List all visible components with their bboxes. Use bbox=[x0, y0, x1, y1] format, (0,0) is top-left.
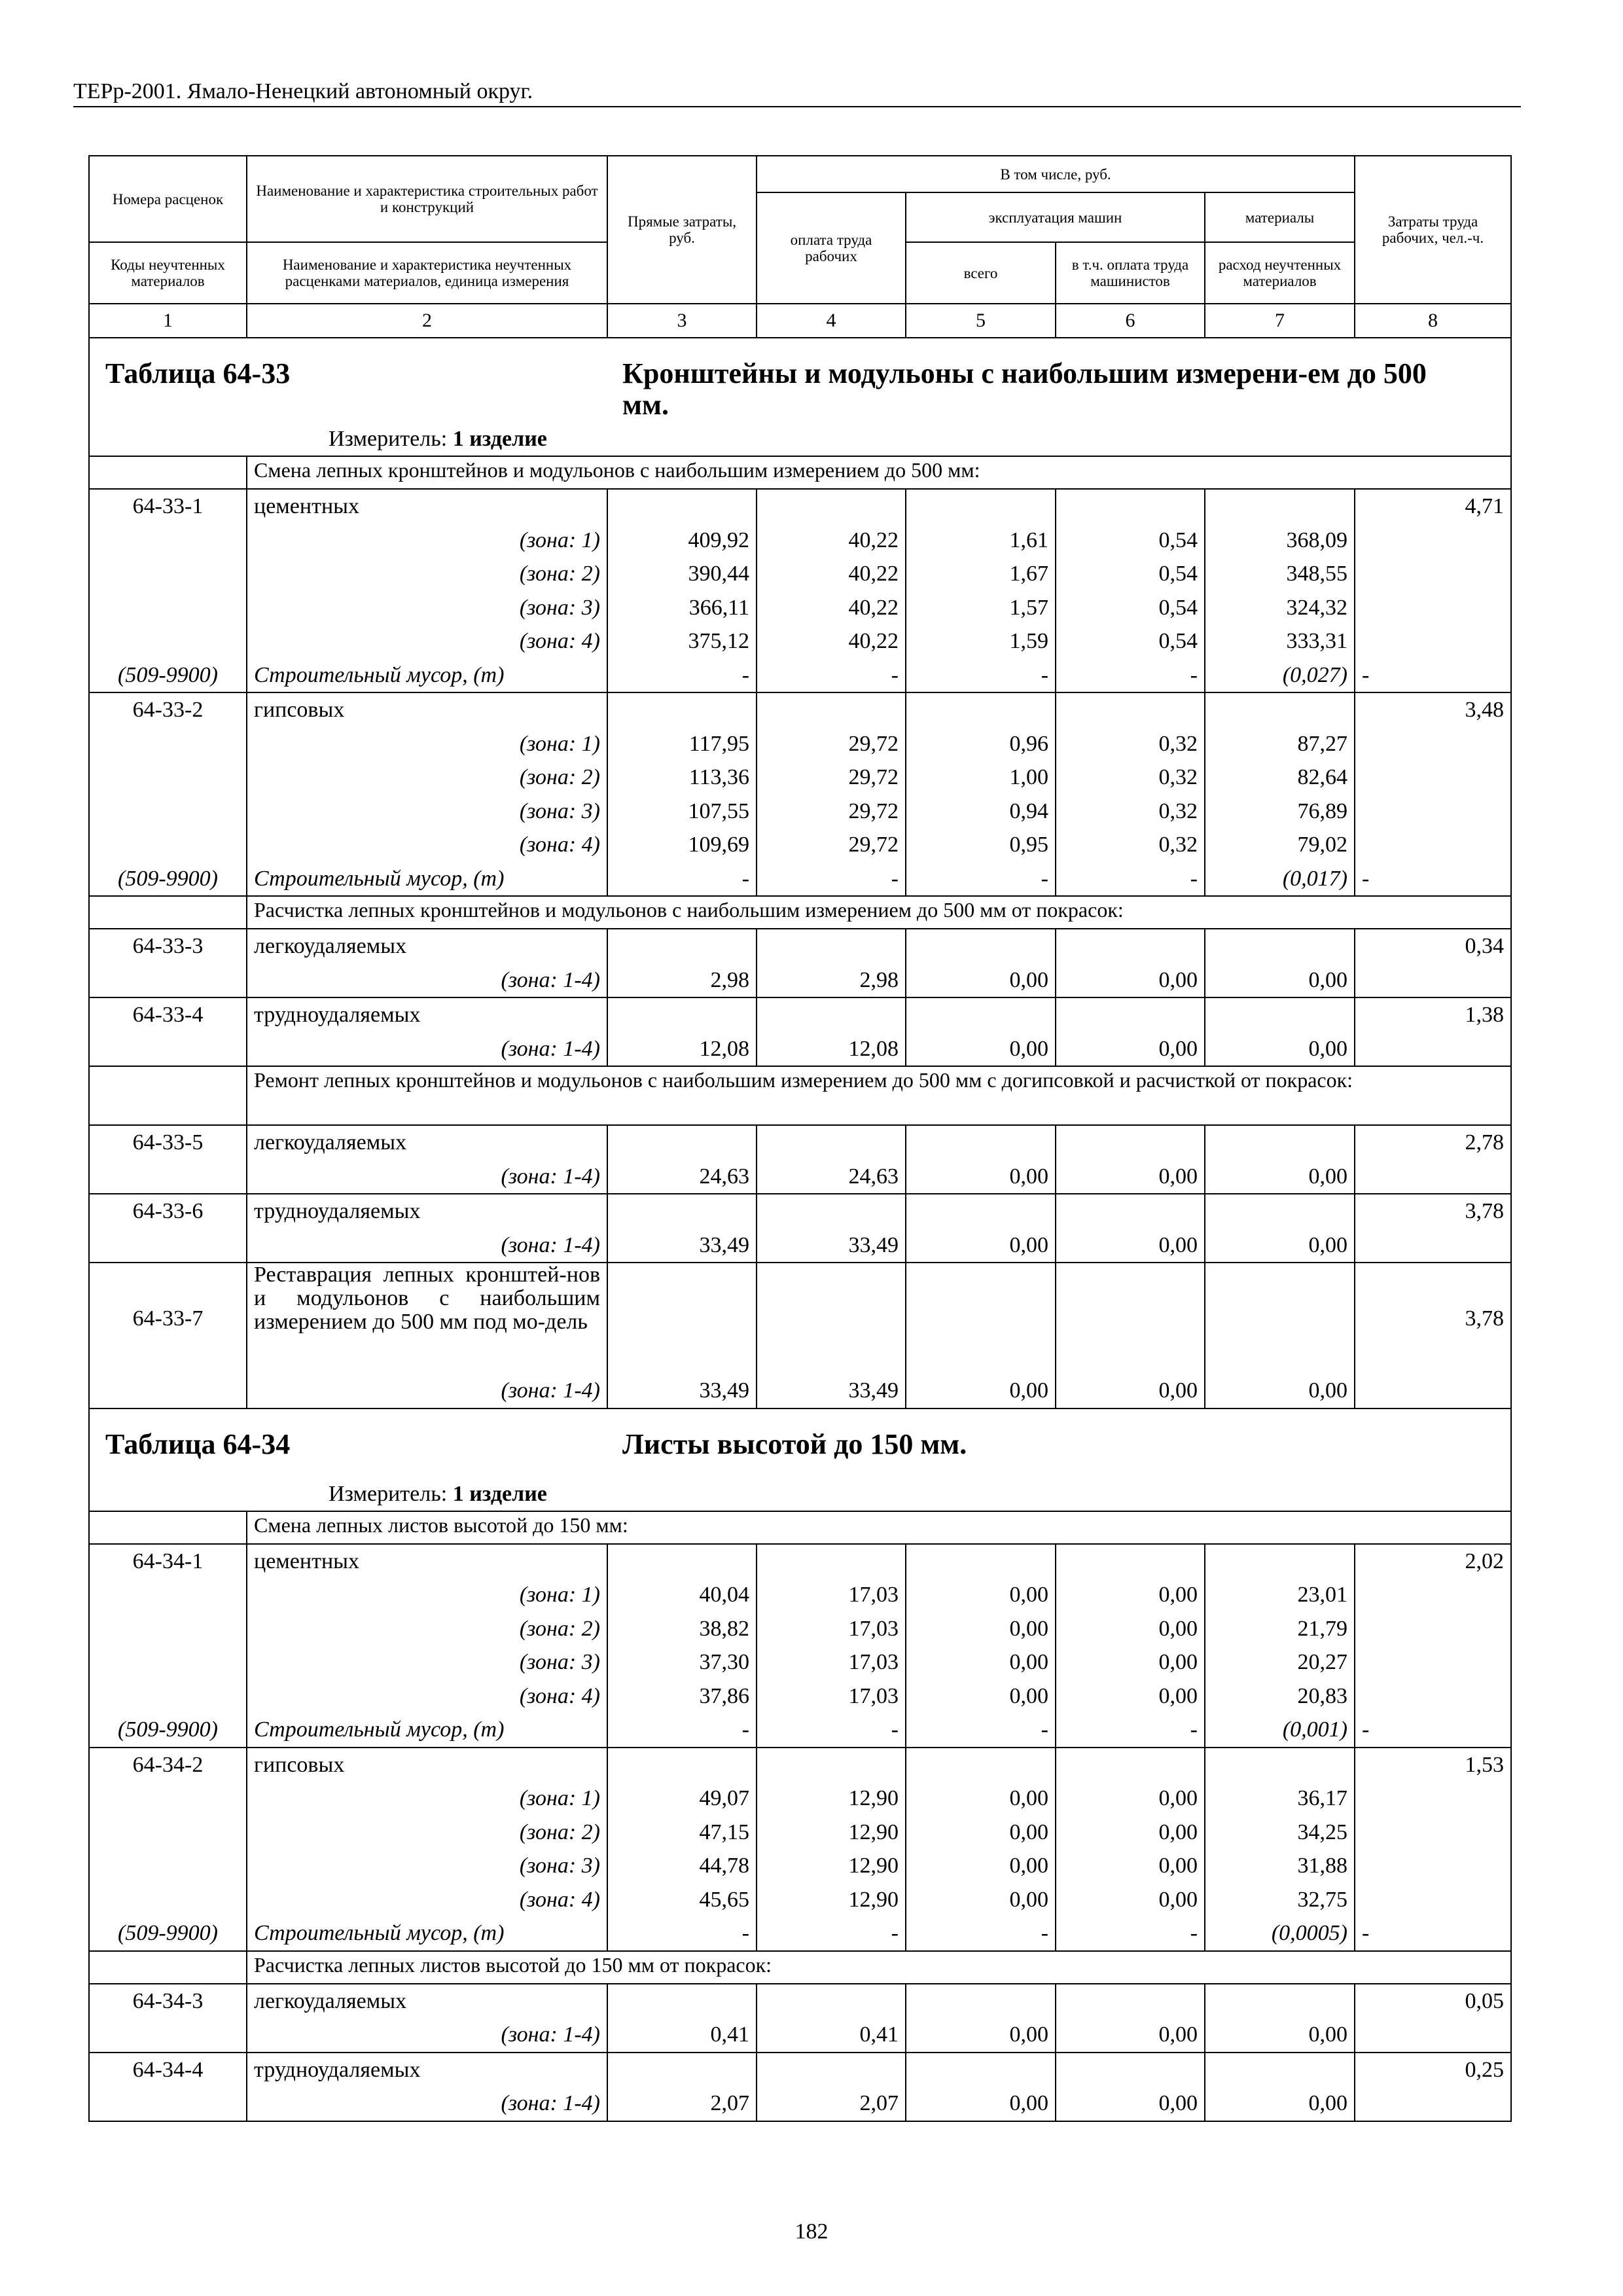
header-rule bbox=[73, 106, 1521, 107]
rate-code: 64-33-3 bbox=[89, 929, 247, 963]
worker-wage: 40,22 bbox=[757, 524, 906, 558]
table-64-34-title-row bbox=[89, 1408, 1511, 1478]
table-title: Кронштейны и модульоны с наибольшим измерени-ем до 500 мм. bbox=[622, 357, 1427, 421]
rate-code: 64-33-5 bbox=[89, 1125, 247, 1160]
column-number: 1 bbox=[89, 304, 247, 338]
work-name: цементных bbox=[247, 1544, 607, 1579]
zone-row bbox=[89, 1883, 1511, 1917]
machines-total: 1,57 bbox=[906, 591, 1056, 625]
machines-total: 0,00 bbox=[906, 1816, 1056, 1850]
table-row bbox=[89, 1544, 1511, 1579]
worker-wage: 40,22 bbox=[757, 624, 906, 658]
machinist-wage: 0,00 bbox=[1056, 1374, 1205, 1408]
measure-value: 1 изделие bbox=[452, 427, 547, 451]
materials-cost: 0,00 bbox=[1205, 2087, 1355, 2121]
column-numbers-row bbox=[89, 304, 1511, 338]
worker-wage: 33,49 bbox=[757, 1229, 906, 1263]
zone-label: (зона: 2) bbox=[247, 1612, 607, 1646]
rate-code: 64-33-2 bbox=[89, 692, 247, 727]
col-header-materials-group: материалы bbox=[1205, 192, 1355, 242]
machinist-wage: 0,54 bbox=[1056, 557, 1205, 591]
direct-cost: 33,49 bbox=[607, 1374, 757, 1408]
zone-label: (зона: 4) bbox=[247, 1883, 607, 1917]
worker-wage: 40,22 bbox=[757, 591, 906, 625]
zone-label: (зона: 2) bbox=[247, 557, 607, 591]
section-row bbox=[89, 1511, 1511, 1544]
machines-total: 0,00 bbox=[906, 2087, 1056, 2121]
column-number: 4 bbox=[757, 304, 906, 338]
rate-code: 64-34-3 bbox=[89, 1984, 247, 2018]
machines-total: 0,00 bbox=[906, 1645, 1056, 1679]
zone-label: (зона: 3) bbox=[247, 1645, 607, 1679]
machinist-wage: 0,54 bbox=[1056, 624, 1205, 658]
zone-label: (зона: 1-4) bbox=[247, 1374, 607, 1408]
empty-value: - bbox=[757, 862, 906, 897]
rates-table bbox=[88, 155, 1512, 2122]
zone-row bbox=[89, 2087, 1511, 2121]
rate-code: 64-34-4 bbox=[89, 2053, 247, 2087]
measure-label: Измеритель: bbox=[329, 427, 453, 451]
direct-cost: 117,95 bbox=[607, 727, 757, 761]
zone-row bbox=[89, 524, 1511, 558]
measure-value: 1 изделие bbox=[452, 1481, 547, 1506]
worker-wage: 12,08 bbox=[757, 1032, 906, 1067]
section-title: Расчистка лепных листов высотой до 150 мм от покрасок: bbox=[247, 1951, 1511, 1984]
materials-cost: 0,00 bbox=[1205, 1032, 1355, 1067]
materials-cost: 0,00 bbox=[1205, 2018, 1355, 2053]
zone-row bbox=[89, 557, 1511, 591]
zone-label: (зона: 1) bbox=[247, 1782, 607, 1816]
labor-cost: 4,71 bbox=[1355, 489, 1511, 524]
worker-wage: 12,90 bbox=[757, 1849, 906, 1883]
labor-cost: 2,78 bbox=[1355, 1125, 1511, 1160]
worker-wage: 12,90 bbox=[757, 1883, 906, 1917]
materials-cost: 348,55 bbox=[1205, 557, 1355, 591]
worker-wage: 29,72 bbox=[757, 828, 906, 862]
column-number: 7 bbox=[1205, 304, 1355, 338]
machinist-wage: 0,00 bbox=[1056, 1782, 1205, 1816]
machinist-wage: 0,00 bbox=[1056, 1849, 1205, 1883]
materials-cost: 333,31 bbox=[1205, 624, 1355, 658]
zone-label: (зона: 3) bbox=[247, 591, 607, 625]
col-header-machines-total: всего bbox=[906, 242, 1056, 304]
empty-value: - bbox=[607, 658, 757, 693]
material-name: Строительный мусор, (т) bbox=[247, 1916, 607, 1951]
empty-value: - bbox=[906, 1916, 1056, 1951]
section-title: Смена лепных кронштейнов и модульонов с наибольшим измерением до 500 мм: bbox=[247, 456, 1511, 489]
rate-code: 64-33-1 bbox=[89, 489, 247, 524]
direct-cost: 24,63 bbox=[607, 1160, 757, 1194]
machines-total: 0,00 bbox=[906, 1612, 1056, 1646]
machines-total: 0,00 bbox=[906, 1578, 1056, 1612]
page-number: 182 bbox=[794, 2219, 829, 2244]
materials-cost: 36,17 bbox=[1205, 1782, 1355, 1816]
zone-row bbox=[89, 963, 1511, 998]
machines-total: 0,00 bbox=[906, 1782, 1056, 1816]
table-row bbox=[89, 489, 1511, 524]
rate-code: 64-33-6 bbox=[89, 1194, 247, 1229]
worker-wage: 24,63 bbox=[757, 1160, 906, 1194]
empty-value: - bbox=[607, 1713, 757, 1748]
worker-wage: 0,41 bbox=[757, 2018, 906, 2053]
empty-value: - bbox=[906, 658, 1056, 693]
col-header-worker-wages: оплата труда рабочих bbox=[757, 192, 906, 304]
materials-cost: 0,00 bbox=[1205, 1374, 1355, 1408]
worker-wage: 29,72 bbox=[757, 761, 906, 795]
machinist-wage: 0,32 bbox=[1056, 828, 1205, 862]
zone-row bbox=[89, 1612, 1511, 1646]
direct-cost: 2,98 bbox=[607, 963, 757, 998]
zone-row bbox=[89, 795, 1511, 829]
materials-cost: 32,75 bbox=[1205, 1883, 1355, 1917]
work-name: Реставрация лепных кронштей-нов и модульонов с наибольшим измерением до 500 мм под мо-дель bbox=[247, 1263, 607, 1374]
machines-total: 0,94 bbox=[906, 795, 1056, 829]
worker-wage: 29,72 bbox=[757, 727, 906, 761]
rate-code: 64-34-1 bbox=[89, 1544, 247, 1579]
direct-cost: 38,82 bbox=[607, 1612, 757, 1646]
machinist-wage: 0,32 bbox=[1056, 727, 1205, 761]
machinist-wage: 0,00 bbox=[1056, 1032, 1205, 1067]
material-code: (509-9900) bbox=[89, 1916, 247, 1951]
section-row bbox=[89, 456, 1511, 489]
table-row bbox=[89, 1263, 1511, 1374]
worker-wage: 17,03 bbox=[757, 1578, 906, 1612]
section-title: Ремонт лепных кронштейнов и модульонов с наибольшим измерением до 500 мм с догипсовкой и расчисткой от покрасок: bbox=[247, 1066, 1511, 1125]
material-row bbox=[89, 862, 1511, 897]
materials-cost: 0,00 bbox=[1205, 963, 1355, 998]
worker-wage: 17,03 bbox=[757, 1645, 906, 1679]
material-code: (509-9900) bbox=[89, 658, 247, 693]
empty-value: - bbox=[757, 658, 906, 693]
col-header-labor-costs: Затраты труда рабочих, чел.-ч. bbox=[1355, 156, 1511, 304]
machinist-wage: 0,00 bbox=[1056, 2018, 1205, 2053]
zone-row bbox=[89, 2018, 1511, 2053]
material-quantity: (0,017) bbox=[1205, 862, 1355, 897]
worker-wage: 33,49 bbox=[757, 1374, 906, 1408]
worker-wage: 2,07 bbox=[757, 2087, 906, 2121]
zone-label: (зона: 4) bbox=[247, 828, 607, 862]
materials-cost: 0,00 bbox=[1205, 1160, 1355, 1194]
machinist-wage: 0,00 bbox=[1056, 1645, 1205, 1679]
work-name: легкоудаляемых bbox=[247, 1984, 607, 2018]
machines-total: 0,00 bbox=[906, 1849, 1056, 1883]
table-row bbox=[89, 1125, 1511, 1160]
column-number: 8 bbox=[1355, 304, 1511, 338]
materials-cost: 20,83 bbox=[1205, 1679, 1355, 1713]
table-label: Таблица 64-34 bbox=[105, 1427, 291, 1460]
material-name: Строительный мусор, (т) bbox=[247, 658, 607, 693]
section-title: Смена лепных листов высотой до 150 мм: bbox=[247, 1511, 1511, 1544]
worker-wage: 2,98 bbox=[757, 963, 906, 998]
empty-value: - bbox=[906, 862, 1056, 897]
section-row bbox=[89, 1066, 1511, 1125]
empty-value: - bbox=[1056, 862, 1205, 897]
table-row bbox=[89, 1194, 1511, 1229]
table-row bbox=[89, 2053, 1511, 2087]
machines-total: 1,67 bbox=[906, 557, 1056, 591]
direct-cost: 366,11 bbox=[607, 591, 757, 625]
zone-row bbox=[89, 624, 1511, 658]
zone-row bbox=[89, 1578, 1511, 1612]
empty-value: - bbox=[1056, 1713, 1205, 1748]
column-number: 2 bbox=[247, 304, 607, 338]
materials-cost: 34,25 bbox=[1205, 1816, 1355, 1850]
materials-cost: 23,01 bbox=[1205, 1578, 1355, 1612]
direct-cost: 409,92 bbox=[607, 524, 757, 558]
worker-wage: 17,03 bbox=[757, 1679, 906, 1713]
machinist-wage: 0,00 bbox=[1056, 1883, 1205, 1917]
table-row bbox=[89, 997, 1511, 1032]
machines-total: 0,00 bbox=[906, 1374, 1056, 1408]
table-label: Таблица 64-33 bbox=[105, 357, 291, 389]
materials-cost: 82,64 bbox=[1205, 761, 1355, 795]
materials-cost: 79,02 bbox=[1205, 828, 1355, 862]
column-number: 6 bbox=[1056, 304, 1205, 338]
column-number: 5 bbox=[906, 304, 1056, 338]
work-name: легкоудаляемых bbox=[247, 929, 607, 963]
material-quantity: (0,027) bbox=[1205, 658, 1355, 693]
machinist-wage: 0,32 bbox=[1056, 761, 1205, 795]
materials-cost: 31,88 bbox=[1205, 1849, 1355, 1883]
zone-label: (зона: 3) bbox=[247, 1849, 607, 1883]
zone-row bbox=[89, 1849, 1511, 1883]
zone-label: (зона: 1-4) bbox=[247, 1229, 607, 1263]
direct-cost: 390,44 bbox=[607, 557, 757, 591]
labor-cost: 1,53 bbox=[1355, 1748, 1511, 1782]
labor-cost: 3,78 bbox=[1355, 1194, 1511, 1229]
machinist-wage: 0,00 bbox=[1056, 1578, 1205, 1612]
col-header-direct-costs: Прямые затраты, руб. bbox=[607, 156, 757, 304]
materials-cost: 76,89 bbox=[1205, 795, 1355, 829]
labor-cost: 0,25 bbox=[1355, 2053, 1511, 2087]
rate-code: 64-34-2 bbox=[89, 1748, 247, 1782]
col-header-rate-number: Номера расценок bbox=[89, 156, 247, 242]
zone-row bbox=[89, 591, 1511, 625]
work-name: гипсовых bbox=[247, 1748, 607, 1782]
table-row bbox=[89, 692, 1511, 727]
direct-cost: 375,12 bbox=[607, 624, 757, 658]
direct-cost: 33,49 bbox=[607, 1229, 757, 1263]
material-name: Строительный мусор, (т) bbox=[247, 1713, 607, 1748]
rate-code: 64-33-4 bbox=[89, 997, 247, 1032]
empty-value: - bbox=[757, 1916, 906, 1951]
zone-label: (зона: 1-4) bbox=[247, 2018, 607, 2053]
worker-wage: 29,72 bbox=[757, 795, 906, 829]
machinist-wage: 0,00 bbox=[1056, 1816, 1205, 1850]
zone-label: (зона: 1) bbox=[247, 1578, 607, 1612]
materials-cost: 87,27 bbox=[1205, 727, 1355, 761]
machinist-wage: 0,00 bbox=[1056, 1160, 1205, 1194]
direct-cost: 107,55 bbox=[607, 795, 757, 829]
material-row bbox=[89, 1916, 1511, 1951]
measure-label: Измеритель: bbox=[329, 1481, 453, 1506]
table-64-33-measure-row bbox=[89, 423, 1511, 456]
direct-cost: 44,78 bbox=[607, 1849, 757, 1883]
labor-cost: 0,34 bbox=[1355, 929, 1511, 963]
zone-label: (зона: 1-4) bbox=[247, 1160, 607, 1194]
zone-row bbox=[89, 1679, 1511, 1713]
direct-cost: 40,04 bbox=[607, 1578, 757, 1612]
material-quantity: (0,0005) bbox=[1205, 1916, 1355, 1951]
labor-cost: 3,78 bbox=[1355, 1263, 1511, 1374]
work-name: гипсовых bbox=[247, 692, 607, 727]
table-64-34-measure-row bbox=[89, 1478, 1511, 1511]
worker-wage: 40,22 bbox=[757, 557, 906, 591]
material-code: (509-9900) bbox=[89, 1713, 247, 1748]
zone-label: (зона: 1-4) bbox=[247, 2087, 607, 2121]
col-header-machines-group: эксплуатация машин bbox=[906, 192, 1205, 242]
zone-row bbox=[89, 1374, 1511, 1408]
machinist-wage: 0,32 bbox=[1056, 795, 1205, 829]
direct-cost: 109,69 bbox=[607, 828, 757, 862]
zone-row bbox=[89, 1032, 1511, 1067]
machinist-wage: 0,00 bbox=[1056, 2087, 1205, 2121]
labor-cost: 0,05 bbox=[1355, 1984, 1511, 2018]
empty-value: - bbox=[1355, 1916, 1511, 1951]
material-row bbox=[89, 1713, 1511, 1748]
empty-value: - bbox=[906, 1713, 1056, 1748]
machines-total: 0,00 bbox=[906, 1229, 1056, 1263]
material-name: Строительный мусор, (т) bbox=[247, 862, 607, 897]
direct-cost: 37,30 bbox=[607, 1645, 757, 1679]
col-header-including-group: В том числе, руб. bbox=[757, 156, 1355, 192]
direct-cost: 45,65 bbox=[607, 1883, 757, 1917]
zone-row bbox=[89, 727, 1511, 761]
zone-label: (зона: 4) bbox=[247, 1679, 607, 1713]
empty-value: - bbox=[1355, 658, 1511, 693]
zone-row bbox=[89, 1160, 1511, 1194]
zone-label: (зона: 2) bbox=[247, 1816, 607, 1850]
section-row bbox=[89, 1951, 1511, 1984]
work-name: трудноудаляемых bbox=[247, 2053, 607, 2087]
labor-cost: 1,38 bbox=[1355, 997, 1511, 1032]
direct-cost: 113,36 bbox=[607, 761, 757, 795]
direct-cost: 0,41 bbox=[607, 2018, 757, 2053]
direct-cost: 37,86 bbox=[607, 1679, 757, 1713]
machines-total: 0,95 bbox=[906, 828, 1056, 862]
machines-total: 0,96 bbox=[906, 727, 1056, 761]
materials-cost: 21,79 bbox=[1205, 1612, 1355, 1646]
col-header-material-codes: Коды неучтенных материалов bbox=[89, 242, 247, 304]
machinist-wage: 0,54 bbox=[1056, 524, 1205, 558]
table-row bbox=[89, 929, 1511, 963]
machines-total: 0,00 bbox=[906, 1160, 1056, 1194]
materials-cost: 0,00 bbox=[1205, 1229, 1355, 1263]
work-name: легкоудаляемых bbox=[247, 1125, 607, 1160]
table-64-33-title-row bbox=[89, 338, 1511, 423]
material-row bbox=[89, 658, 1511, 693]
materials-cost: 368,09 bbox=[1205, 524, 1355, 558]
materials-cost: 20,27 bbox=[1205, 1645, 1355, 1679]
zone-row bbox=[89, 1816, 1511, 1850]
direct-cost: 12,08 bbox=[607, 1032, 757, 1067]
worker-wage: 12,90 bbox=[757, 1782, 906, 1816]
zone-label: (зона: 4) bbox=[247, 624, 607, 658]
section-title: Расчистка лепных кронштейнов и модульонов с наибольшим измерением до 500 мм от покрасок: bbox=[247, 896, 1511, 929]
material-quantity: (0,001) bbox=[1205, 1713, 1355, 1748]
labor-cost: 2,02 bbox=[1355, 1544, 1511, 1579]
zone-row bbox=[89, 1782, 1511, 1816]
machines-total: 0,00 bbox=[906, 1679, 1056, 1713]
zone-row bbox=[89, 761, 1511, 795]
work-name: цементных bbox=[247, 489, 607, 524]
direct-cost: 47,15 bbox=[607, 1816, 757, 1850]
machines-total: 1,61 bbox=[906, 524, 1056, 558]
work-name: трудноудаляемых bbox=[247, 1194, 607, 1229]
rate-code: 64-33-7 bbox=[89, 1263, 247, 1374]
machinist-wage: 0,54 bbox=[1056, 591, 1205, 625]
empty-value: - bbox=[1355, 862, 1511, 897]
zone-row bbox=[89, 1645, 1511, 1679]
table-row bbox=[89, 1984, 1511, 2018]
direct-cost: 2,07 bbox=[607, 2087, 757, 2121]
col-header-unaccounted-materials: расход неучтенных материалов bbox=[1205, 242, 1355, 304]
document-header: ТЕРр-2001. Ямало-Ненецкий автономный округ. bbox=[73, 79, 533, 103]
section-row bbox=[89, 896, 1511, 929]
zone-label: (зона: 1-4) bbox=[247, 1032, 607, 1067]
empty-value: - bbox=[757, 1713, 906, 1748]
col-header-machinist-wages: в т.ч. оплата труда машинистов bbox=[1056, 242, 1205, 304]
col-header-work-name: Наименование и характеристика строительных работ и конструкций bbox=[247, 156, 607, 242]
empty-value: - bbox=[1056, 1916, 1205, 1951]
empty-value: - bbox=[1056, 658, 1205, 693]
labor-cost: 3,48 bbox=[1355, 692, 1511, 727]
col-header-material-names: Наименование и характеристика неучтенных расценками материалов, единица измерения bbox=[247, 242, 607, 304]
zone-label: (зона: 1) bbox=[247, 727, 607, 761]
zone-label: (зона: 2) bbox=[247, 761, 607, 795]
empty-value: - bbox=[1355, 1713, 1511, 1748]
materials-cost: 324,32 bbox=[1205, 591, 1355, 625]
worker-wage: 12,90 bbox=[757, 1816, 906, 1850]
machinist-wage: 0,00 bbox=[1056, 1229, 1205, 1263]
table-title: Листы высотой до 150 мм. bbox=[622, 1427, 967, 1460]
zone-label: (зона: 3) bbox=[247, 795, 607, 829]
table-row bbox=[89, 1748, 1511, 1782]
column-number: 3 bbox=[607, 304, 757, 338]
work-name: трудноудаляемых bbox=[247, 997, 607, 1032]
empty-value: - bbox=[607, 862, 757, 897]
worker-wage: 17,03 bbox=[757, 1612, 906, 1646]
zone-label: (зона: 1) bbox=[247, 524, 607, 558]
zone-label: (зона: 1-4) bbox=[247, 963, 607, 998]
machinist-wage: 0,00 bbox=[1056, 1679, 1205, 1713]
empty-value: - bbox=[607, 1916, 757, 1951]
machines-total: 0,00 bbox=[906, 963, 1056, 998]
direct-cost: 49,07 bbox=[607, 1782, 757, 1816]
machines-total: 0,00 bbox=[906, 1883, 1056, 1917]
machines-total: 0,00 bbox=[906, 2018, 1056, 2053]
machines-total: 0,00 bbox=[906, 1032, 1056, 1067]
zone-row bbox=[89, 828, 1511, 862]
machinist-wage: 0,00 bbox=[1056, 1612, 1205, 1646]
material-code: (509-9900) bbox=[89, 862, 247, 897]
machines-total: 1,00 bbox=[906, 761, 1056, 795]
machines-total: 1,59 bbox=[906, 624, 1056, 658]
zone-row bbox=[89, 1229, 1511, 1263]
machinist-wage: 0,00 bbox=[1056, 963, 1205, 998]
